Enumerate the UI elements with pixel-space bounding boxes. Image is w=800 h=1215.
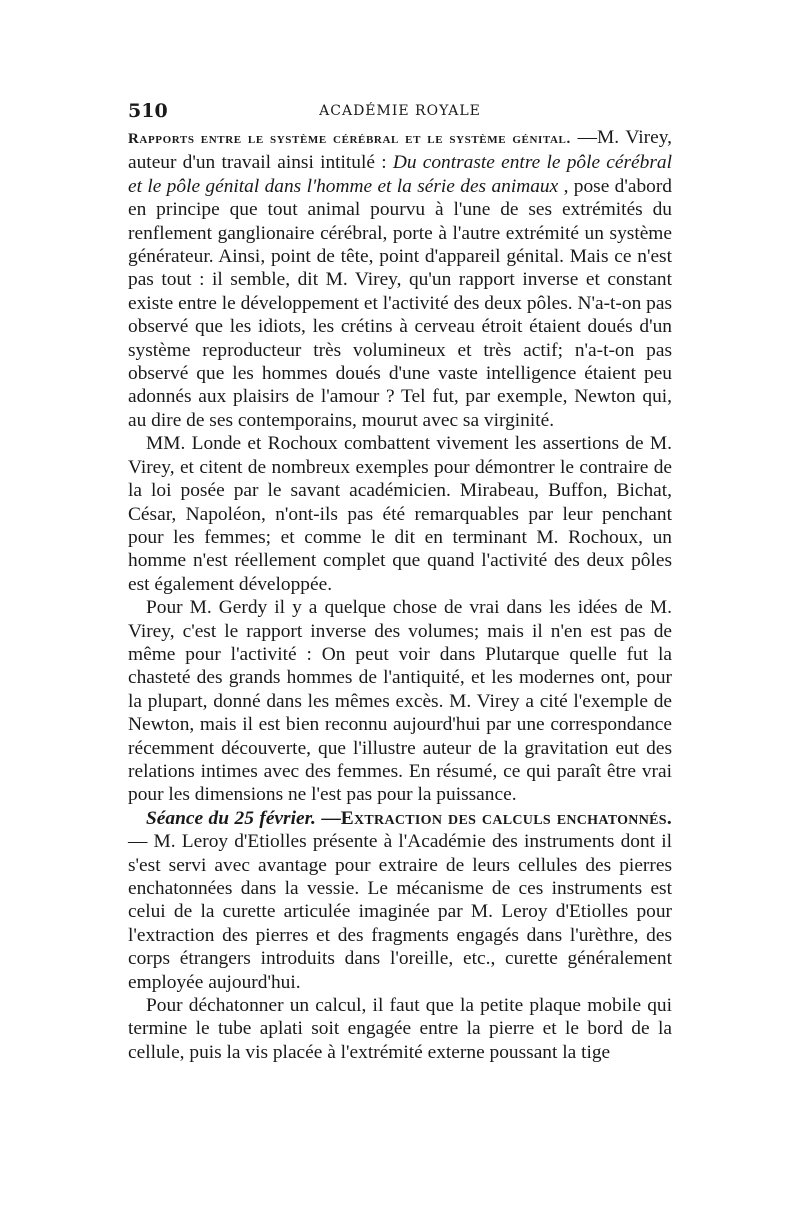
book-page — [128, 96, 672, 1064]
running-head — [128, 96, 672, 126]
cited-work-title: Du contraste entre le pôle cérébral et le pôle génital dans l'homme et la série des animaux — [128, 152, 672, 197]
paragraph-5: Pour déchatonner un calcul, il faut que la petite plaque mobile qui termine le tube aplati soit engagée entre la pierre et le bord de la cellule, puis la vis placée à l'extrémité externe poussant la tige — [128, 995, 672, 1063]
paragraph-4 — [128, 807, 672, 994]
paragraph-1-text: , pose d'abord en principe que tout animal pourvu à l'une de ses extrémités du renflement ganglionaire cérébral, porte à l'autre extrémité un système générateur. Ainsi, point de tête, point d'appareil génital. Mais ce n'est pas tout : il semble, dit M. Virey, qu'un rapport inverse et constant existe entre le développement et l'activité des deux pôles. N'a-t-on pas observé que les idiots, les crétins à cerveau étroit étaient doués d'un système reproducteur très volumineux et très actif; n'a-t-on pas observé que les hommes doués d'une vaste intelligence étaient peu adonnés aux plaisirs de l'amour ? Tel fut, par exemple, Newton qui, au dire de ses contemporains, mourut avec sa virginité. — [128, 175, 672, 431]
section-heading-rapports: Rapports entre le système cérébral et le système génital. — [128, 131, 571, 147]
session-date: Séance du 25 février. — [146, 807, 316, 829]
paragraph-4-text: — M. Leroy d'Etiolles présente à l'Académie des instruments dont il s'est servi avec avantage pour extraire de leurs cellules des pierres enchatonnées dans la vessie. Le mécanisme de ces instruments est celui de la curette articulée imaginée par M. Leroy d'Etiolles pour l'extraction des pierres et des fragments engagés dans l'urèthre, des corps étrangers introduits dans l'oreille, etc., curette généralement employée aujourd'hui. — [128, 831, 672, 993]
section-heading-extraction: Extraction des calculs enchatonnés. — [340, 807, 672, 829]
session-dash: — — [315, 807, 341, 829]
paragraph-1 — [128, 126, 672, 432]
paragraph-2: MM. Londe et Rochoux combattent vivement les assertions de M. Virey, et citent de nombreux exemples pour démontrer le contraire de la loi posée par le savant académicien. Mirabeau, Buffon, Bichat, César, Napoléon, n'ont-ils pas été remarquables par leur penchant pour les femmes; et comme le dit en terminant M. Rochoux, un homme n'est réellement complet que quand l'activité des deux pôles est également développée. — [128, 433, 672, 595]
running-title: ACADÉMIE ROYALE — [319, 103, 481, 119]
paragraph-1-lead: —M. Virey, auteur d'un travail ainsi intitulé : — [128, 127, 672, 174]
page-number: 510 — [128, 100, 168, 122]
paragraph-3: Pour M. Gerdy il y a quelque chose de vrai dans les idées de M. Virey, c'est le rapport inverse des volumes; mais il n'en est pas de même pour l'activité : On peut voir dans Plutarque quelle fut la chasteté des grands hommes de l'antiquité, et les modernes ont, pour la plupart, donné dans les mêmes excès. M. Virey a cité l'exemple de Newton, mais il est bien reconnu aujourd'hui par une correspondance récemment découverte, que l'illustre auteur de la gravitation eut des relations intimes avec des femmes. En résumé, ce qui paraît être vrai pour les dimensions ne l'est pas pour la puissance. — [128, 597, 672, 806]
